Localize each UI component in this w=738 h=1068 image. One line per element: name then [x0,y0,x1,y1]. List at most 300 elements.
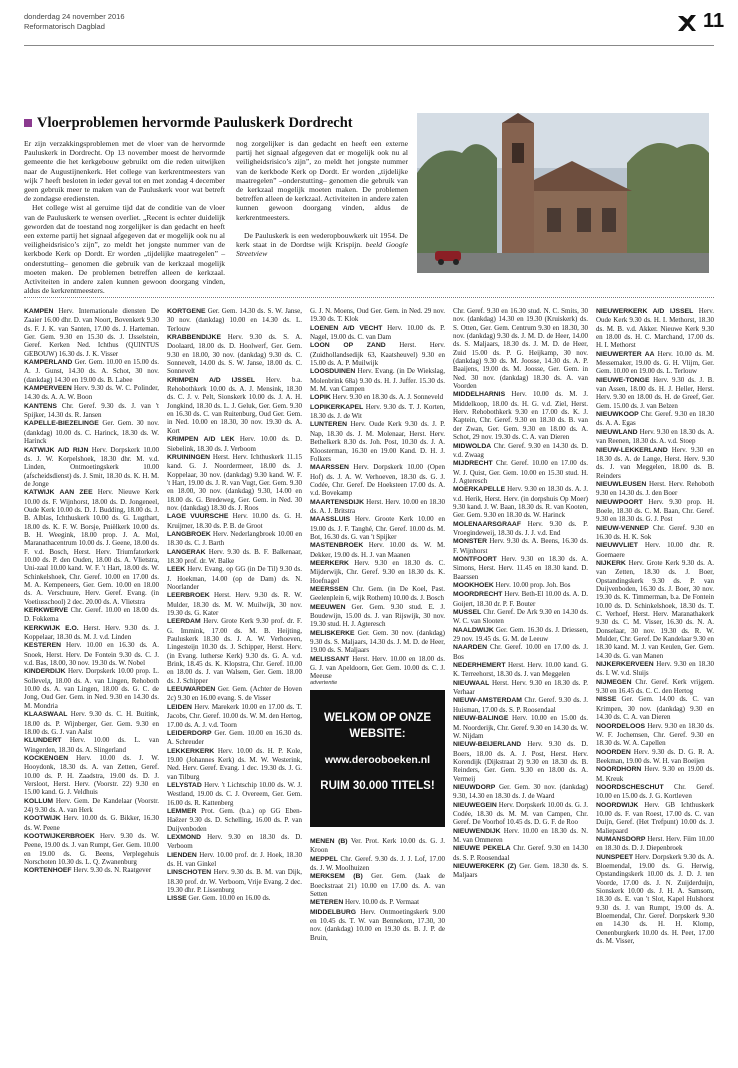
service-times: Herv. 9.30 ds. S. A. Doolaard, 18.00 ds. D. Hoolwerf, Ger. Gem. 9.30 en 18.00, 30 nov. (dankdag) 9.30 ds. C. Sonnevelt, 14.00 ds. S. W. Janse, 18.00 ds. C. Sonnevelt [167,333,303,376]
service-times: Herv. 9.30 en 18.30 ds. I. W. v.d. Sluijs [596,660,714,678]
church-entry [24,667,159,710]
church-entry [167,565,302,591]
place-name: NOORDSCHESCHUT [596,783,664,791]
service-times: Chr. Geref. 10.00 en 17.00 ds. W. J. Quist, Ger. Gem. 10.00 en 15.30 stud. H. J. Agteresch [453,459,588,485]
church-entry [310,855,445,873]
service-times: Ger. Gem. (Achter de Hoven 2c) 9.30 en 16.00 evang. S. de Visser [167,685,303,703]
church-entry [453,459,588,485]
service-times: Chr. Geref. 9.30 en 14.30 ds. D. v.d. Zwaag [453,441,588,459]
church-entry [24,358,159,384]
place-name: MEEUWEN [310,603,346,611]
article-paragraph: Er zijn verzakkingsproblemen met de vloer van de hervormde Pauluskerk in Dordrecht. Op 13 november moest de hervormde gemeente die het kerkgebouw gebruikt om die reden uitwijken naar de Augustijnenkerk. Het college van kerkrentmeesters van wijk 7 heeft besloten in ieder geval tot en met zondag 4 december geen gebruik meer te maken van de Pauluskerk voor wat betreft de zondagse erediensten. [24,139,225,204]
church-entry [453,520,588,538]
place-name: MAARTENSDIJK [310,498,365,506]
place-name: NOORDWIJK [596,801,639,809]
service-times: Herv. 9.30 ds. D. G. R. A. Beekman, 19.00 ds. W. H. van Boeijen [596,747,714,765]
place-name: MIJDRECHT [453,460,493,468]
article-paragraph: Het college wist al geruime tijd dat de conditie van de vloer van de Pauluskerk te wensen overliet. „Recent is echter duidelijk geworden dat de toestand nog zorgelijker is dan gedacht en heeft een externe partij het signaal afgegeven dat er mogelijk ook nu al veiligheidsrisico’s zijn”, zo meldt het jongste nummer van de kerkbode Kerk op Dordt. Er worden „tijdelijke maatregelen” –onderstutting– genomen die gebruik van de kerkzaal mogelijk moeten maken. De problemen betreffen alleen de kerkzaal. Activiteiten in andere zalen kunnen gewoon doorgang vinden, aldus de kerkrentmeesters. [24,203,225,296]
church-entry [596,498,714,524]
place-name: KERKWERVE [24,607,69,615]
place-name: MERKSEM (B) [310,873,363,881]
church-entry [310,655,445,681]
service-times: G. J. N. Moens, Oud Ger. Gem. in Ned. 29 nov. 19.30 ds. T. Klok [310,307,445,324]
church-entry [310,559,445,585]
church-entry [24,797,159,815]
church-entry [453,862,588,880]
place-name: NIJKERKERVEEN [596,661,654,669]
service-times: Herst. Herv. 9.30 ds. J. Koppelaar, 18.30 ds. M. J. v.d. Linden [24,623,159,642]
service-times: Herv. 10.00 ds. M. J. Middelkoop, 18.00 ds. H. G. v.d. Ziel, Herst. Herv. Rehobothkerk 9.30 en 17.00 ds. K. J. Kaptein, Chr. Geref. 9.30 en 18.30 ds. B. van der Zwan, Ger. Gem. 9.30 en 18.00 ds. A. Schot, 29 nov. 19.30 ds. C. A. van Dieren [453,390,589,442]
service-times: Herv. 9.30 en 18.30 ds. A. Simons, Herst. Herv. 11.45 en 18.30 kand. D. Baarssen [453,554,588,581]
article-column-left [24,139,225,296]
listing-continuation [310,837,445,942]
church-entry [24,307,159,358]
service-times: Herv. 10.00 ds. P. Nagel, 19.00 ds. C. van Dam [310,323,445,342]
place-name: MAASSLUIS [310,516,351,524]
church-entry [167,729,302,747]
place-name: MIDDELHARNIS [453,391,506,399]
church-entry [310,585,445,603]
place-name: LISSE [167,895,187,903]
service-times: Ger. Gem. 10.00 en 16.00 ds. [188,894,271,903]
service-times: Chr. Geref. 9.30 en 16.30 ds. H. K. Sok [596,523,714,541]
service-times: Herv. Gem. De Kandelaar (Voorstr. 24) 9.30 ds. A. van Herk [24,796,160,814]
service-times: Herv. 9.30 ds. D. Boers, 18.00 ds. A. J. Post, Herst. Herv. Korendijk (Dijkstraat 2) 9.30 en 18.30 ds. B. Reinders, Ger. Gem. 9.30 en 18.00 ds. A. Vermeij [453,740,589,783]
newspaper-name: Reformatorisch Dagblad [24,22,105,31]
service-times: Herv. 10.00 en 15.00 ds. M. Noorderijk, Chr. Geref. 9.30 en 14.30 ds. W. W. Nijdam [453,714,589,740]
service-times: Herv. 10.00 dhr. R. Goemaere [596,541,714,559]
church-entry [24,754,159,797]
service-times: Ger. Gem. 30 nov. (dankdag) 10.00 ds. C. Harinck, 18.30 ds. W. Harinck [24,419,160,446]
church-entry [453,590,588,608]
place-name: KRABBENDIJKE [167,334,222,342]
service-times: Herv. 10.00 prof. dr. J. Hoek, 18.30 ds. H. van Ginkel [167,850,302,868]
church-entry [596,853,714,946]
church-entry [310,393,445,402]
service-times: Chr. Geref. 9.30 ds. J. Huisman, 17.00 ds. S. P. Roosendaal [453,696,588,714]
church-entry [310,837,445,855]
service-times: Ger. Gem. 14.00 ds. C. van Krimpen, 30 nov. (dankdag) 9.30 en 14.30 ds. C. A. van Dieren [596,695,715,722]
church-entry [167,307,302,333]
place-name: LOENEN A/D VECHT [310,324,383,332]
place-name: KRUININGEN [167,453,211,461]
church-entry [24,624,159,642]
place-name: KRIMPEN A/D IJSSEL [167,376,256,384]
church-entry [596,660,714,678]
place-name: KAMPERVEEN [24,385,72,393]
service-times: Herv. Nieuwe Kerk 10.00 ds. F. Wijnhorst, 18.00 ds. D. Jongeneel, Oude Kerk 10.00 ds. D. J. Budding, 18.00 ds. J. B. Alblas, Ichthuskerk 10.00 ds. G. Lugthart, 18.00 ds. K. F. W. Borsje, Pniëlkerk 10.00 ds. B. H. Weegink, 18.00 prop. J. A. Mol, Maranathacentrum 10.00 ds. J. Geene, 18.00 ds. F. v.d. Bosch, Herst. Herv. Triumfatorkerk 10.00 ds. P. den Ouden, 18.00 ds. A. Vlietstra, Uni-zaal 10.00 kand. W. F. 't Hart, 18.00 ds. W. Schinkelshoek, Chr. Geref. 10.00 en 17.00 ds. M. A. Kempeneers, Ger. Gem. 10.00 en 18.00 ds. A. Verschuure, Herv. Geref. Evang. (in Voetiusschool) 2 dec. 20.00 ds. A. Vlietstra [24,488,159,606]
place-name: NIEUWENDIJK [453,827,501,835]
service-times: Herv. Grote Kerk 9.30 ds. A. van Zetten, 18.30 ds. J. Boer, Opstandingskerk 9.30 ds. P. van Duijvenboden, 16.30 ds. J. Boer, 30 nov. 19.30 ds. K. Timmerman, b.a. De Fontein 10.00 ds. D. Schinkelshoek, 18.30 ds. T. C. Verhoef, Herst. Herv. Maranathakerk 9.30 ds. C. M. Visser, 16.30 ds. N. A. Donselaar, 30 nov. 19.30 ds. R. W. Mulder, Chr. Geref. De Kandelaar 9.30 en 18.30 kand. M. J. van Keulen, Ger. Gem. 14.30 ds. G. van Manen [596,558,714,660]
place-name: NAALDWIJK [453,626,494,634]
place-name: KESTEREN [24,642,62,650]
service-times: Herv. 9.30 en 18.30 ds. D. Verboom [167,832,302,851]
place-name: NIEUWE-TONGE [596,376,650,384]
service-times: Herv. 9.30 en 19.00 ds. M. Kreuk [596,765,715,783]
place-name: LAGE VUURSCHE [167,513,229,521]
place-name: MIDDELBURG [310,908,357,916]
service-times: Herv. 10.00 ds. G. Bikker, 16.30 ds. W. Peene [24,814,160,832]
service-times: Herv. 10.00 en 18.30 ds. N. M. van Ommeren [453,826,588,844]
service-times: Ger. Gem. 14.30 ds. S. W. Janse, 30 nov. (dankdag) 10.00 en 14.30 ds. L. Terlouw [167,307,302,333]
place-name: KLUNDERT [24,737,62,745]
church-entry [596,480,714,498]
church-entry [167,435,302,453]
place-name: NOORDEN [596,748,631,756]
church-entry [596,428,714,446]
service-times: Herv. 10.00 ds. P. Vermaat [344,898,420,907]
service-times: Herv. 9.30 ds. C. H. Buitink, 18.00 ds. P. Wijnberger, Ger. Gem. 9.30 en 18.00 ds. G. J. van Aalst [24,710,160,736]
place-name: LOON OP ZAND [310,342,386,350]
church-entry [167,807,302,833]
service-times: Herv. Evang. (in De Wiekslag, Molenbrink 68a) 9.30 ds. H. J. Juffer. 15.30 ds. M. M. van Campen [310,367,446,394]
church-entry [453,390,588,441]
place-name: NIEUW-BALINGE [453,715,509,723]
place-name: LANGBROEK [167,530,211,538]
church-entry [24,736,159,754]
church-entry [596,748,714,766]
place-name: LEERDAM [167,618,201,626]
place-name: MONTFOORT [453,555,497,563]
place-name: NEDERHEMERT [453,662,506,670]
church-listing-column-5 [596,307,714,945]
service-times: Herst. Herv. 9.30 ds. R. W. Mulder, 18.30 ds. M. W. Muilwijk, 30 nov. 19.30 ds. G. Kater [167,591,302,618]
service-times: Ger. Gem. (Jaak de Boeckstraat 21) 10.00 en 17.00 ds. A. van Setten [310,872,445,899]
place-name: KAMPERLAND [24,359,73,367]
church-entry [453,307,588,390]
service-times: Ger. Gem. 10.00 en 15.00 ds. A. J. Gunst, 14.30 ds. A. Schot, 30 nov. (dankdag) 14.30 en 19.00 ds. B. Labee [24,358,160,384]
service-times: Herv. 10.00 ds. W. M. Dekker, 19.00 ds. H. J. van Maanen [310,541,445,559]
place-name: LOOSDUINEN [310,368,356,376]
church-entry [453,626,588,644]
service-times: Herst. Herv. 10.00 en 18.00 ds. G. J. van Apeldoorn, Ger. Gem. 10.00 ds. C. J. Meeuse [310,654,445,681]
headline-marker-icon [24,119,32,127]
church-entry [453,643,588,661]
service-times: Herv. Internationale diensten De Zaaier 16.00 dhr. D. van Noort, Bovenkerk 9.30 ds. F. J. K. van Santen, 17.00 ds. J. Harteman. Ger. Gem. 9.30 en 15.30 ds. J. IJsselstein, Geref. Kerken Ned. Ichthus (QUINTUS GEBOUW) 16.30 ds. J. K. Visser [24,307,159,358]
church-entry [310,603,445,629]
church-entry [24,419,159,445]
place-name: MAARSSEN [310,464,349,472]
place-name: MOOKHOEK [453,582,494,589]
church-entry [310,498,445,516]
church-entry [596,765,714,783]
church-entry [167,685,302,703]
place-name: NOORDHORN [596,766,642,774]
place-name: KAMPEN [24,308,54,315]
service-times: Herv. Marekerk 10.00 en 17.00 ds. T. Jacobs, Chr. Geref. 10.00 ds. W. M. den Hertog, 17.00 ds. A. J. v.d. Toorn [167,702,303,729]
church-entry [596,350,714,376]
church-entry [453,827,588,845]
church-entry [24,606,159,624]
place-name: MEPPEL [310,855,338,863]
service-times: Chr. Geref. 9.30 ds. J. van 't Spijker, 14.30 ds. R. Jansen [24,401,160,420]
place-name: MASTENBROEK [310,542,364,550]
service-times: Prot. Gem. (b.a.) op GG Eben-Haëzer 9.30 ds. D. Schelling, 16.00 ds. P. van Duijvenboden [167,806,303,833]
place-name: NIEUWAAL [453,679,490,687]
place-name: KLAASWAAL [24,711,68,719]
service-times: Herv. 9.30 prop. H. Boele, 18.30 ds. C. M. Baan, Chr. Geref. 9.30 en 18.30 ds. G. J. Post [596,497,714,524]
service-times: Herv. 9.30 en 18.30 ds. A. J. Sonneveld [332,393,444,402]
service-times: Herv. 9.30 en 18.30 ds. A. van Reenen, 18.30 ds. A. v.d. Stoep [596,427,714,446]
service-times: Herv. Beth-El 10.00 ds. A. D. Goijert, 18.30 dr. P. F. Bouter [453,590,588,608]
church-entry [310,898,445,907]
service-times: Herv. 10.00 ds. M. Messemaker, 19.00 ds. G. H. Vlijm, Ger. Gem. 10.00 en 19.00 ds. L. Terlouw [596,349,714,376]
service-times: Herv. 9.30 ds. J. B. van Assen, 18.00 ds. H. J. Heller, Herst. Herv. 9.30 en 18.00 ds. H. de Greef, Ger. Gem. 15.00 ds. J. van Belzen [596,375,715,410]
place-name: NIEUW-BEIJERLAND [453,741,522,749]
church-entry [310,463,445,497]
church-entry [167,512,302,530]
advertisement-label: advertentie [310,680,338,686]
ad-line: RUIM 30.000 TITELS! [320,780,435,792]
church-entry [596,376,714,410]
service-times: Herv. 9.30 en 18.30 ds. A. de Lange, Herst. Herv. 9.30 ds. J. van Meggelen, 18.00 ds. B. Reinders [596,445,714,480]
place-name: NUMANSDORP [596,835,646,843]
page-header [24,12,125,32]
page-number: 11 [703,10,725,32]
service-times: Herv. 9.30 en 18.30 ds. C. Mijderwijk, Chr. Geref. 9.30 en 18.30 ds. K. Hoefnagel [310,558,446,585]
church-entry [24,641,159,667]
place-name: NOORDELOOS [596,722,646,730]
place-name: KANTENS [24,402,57,410]
church-entry [596,524,714,542]
place-name: KINDERDIJK [24,668,66,676]
church-entry [24,814,159,832]
newspaper-logo-icon [675,12,697,34]
church-entry [24,402,159,420]
service-times: Herv. GB Ichthuskerk 10.00 ds. F. van Roest, 17.00 ds. C. van Duijn, Geref. (Het Trefpunt) 10.00 ds. J. Maliepaard [596,800,715,835]
place-name: KOLLUM [24,797,54,805]
section-divider [24,297,714,298]
service-times: Ger. Gem. 30 nov. (dankdag) 9.30 ds. S. Maljaars, 14.30 ds. J. M. D. de Heer, 19.00 ds. S. Maljaars [310,628,446,655]
church-entry [453,801,588,827]
church-entry [167,548,302,566]
church-entry [596,410,714,428]
church-entry [167,894,302,903]
place-name: NIEUWKOOP [596,411,639,419]
article-title: Vloerproblemen hervormde Pauluskerk Dordrecht [37,115,353,131]
service-times: Herv. Oude Kerk 9.30 ds. J. P. Nap, 18.30 ds. J. M. Molenaar, Herst. Herv. Bethelkerk 8.30 ds. Joh. Post, 10.30 ds. J. A. Kloosterman, 16.30 en 19.00 Kand. D. H. J. Folkers [310,420,446,463]
service-times: Chr. Geref. 9.30 en 14.30 ds. S. P. Roosendaal [453,844,588,862]
service-times: Herv. 10.00 en 16.30 ds. A. Snoek, Herst. Herv. De Fontein 9.30 ds. C. J. v.d. Bas, 18.00, 30 nov. 19.30 ds. W. Nobel [24,641,159,668]
place-name: NIEUWDORP [453,783,496,791]
service-times: Chr. Geref. 9.30 en 16.30 stud. N. C. Smits, 30 nov. (dankdag) 14.30 en 19.30 (Kruiskerk) ds. S. Otten, Ger. Gem. Centrum 9.30 en 18.30, 30 nov. (dankdag) 9.30 ds. J. M. D. de Heer, 14.00 ds. S. Maljaars, 18.30 ds. J. M. D. de Heer, Zuid 15.00 ds. P. G. Heijkamp, 30 nov. (dankdag) 9.30 ds. M. Joosse, 14.30 ds. A. P. Baaijens, 19.00 ds. M. Joosse, Ger. Gem. in Ned. 30 nov. (dankdag) 18.30 ds. A. van Voorden [453,307,588,391]
church-entry [310,367,445,393]
service-times: Herv. 10.00 ds. D. Siebelink, 18.30 ds. J. Verboom [167,435,302,453]
place-name: LUNTEREN [310,421,348,429]
service-times: Herv. Dorpskerk 10.00 ds. J. W. Korpelshoek, 18.30 dhr. M. v.d. Linden, Ontmoetingskerk 10.00 (afscheidsdienst) ds. J. Smit, 18.30 ds. K. H. M. de Jonge [24,445,160,488]
service-times: Herv. 9.30 ds. A. Beens, 16.30 ds. F. Wijnhorst [453,537,589,555]
service-times: Chr. Geref. 10.00 en 17.00 ds. J. Bos [453,643,588,661]
church-entry [167,851,302,869]
church-entry [596,722,714,748]
place-name: MELISSANT [310,655,350,663]
ad-line: WEBSITE: [349,728,406,740]
place-name: KORTGENE [167,308,206,315]
place-name: MEERKERK [310,559,349,567]
place-name: NIEUWLEUSEN [596,480,647,488]
service-times: Herst. Herv. Fiim 10.00 en 18.30 ds. D. J. Diepenbroek [596,834,714,853]
church-entry [596,835,714,853]
church-entry [310,541,445,559]
place-name: NIJMEGEN [596,678,632,686]
service-times: Herst. Herv. Rehoboth 9.30 en 14.30 ds. J. den Boer [596,479,714,498]
church-entry [310,908,445,942]
place-name: MOLENAARSGRAAF [453,520,521,528]
place-name: NIEUWE PEKELA [453,845,511,853]
place-name: KERKWIJK E.O. [24,624,79,632]
ad-line: WELKOM OP ONZE [323,712,432,724]
service-times: Herv. Groote Kerk 10.00 en 19.00 ds. J. F. Tanghé, Chr. Geref. 10.00 ds. M. Bot, 16.30 ds. G. van 't Spijker [310,515,446,541]
service-times: Herv. Grote Kerk 9.30 prof. dr. F. G. Immink, 17.00 ds. M. B. Heijting, Pauluskerk 18.30 ds. J. A. W. Verhoeven, Lingesteijn 10.30 ds. J. Schipper, Herst. Herv. (in Evang. lutherse Kerk) 9.30 ds. G. A. v.d. Brink, 18.45 ds. K. Klopstra, Chr. Geref. 10.00 en 18.00 ds. J. van Walsem, Ger. Gem. 18.00 ds. J. Schipper [167,617,302,685]
place-name: NIEUWPOORT [596,498,643,506]
service-times: Herv. 10.00 ds. J. W. Hooydonk, 18.30 ds. A. van Zetten, Geref. 10.00 ds. P. H. Zaadstra, 19.00 ds. D. J. Versloot, Herst. Herv. (Voorstr. 22) 9.30 en 15.00 kand. G. J. Veldhuis [24,753,160,797]
place-name: MOERKAPELLE [453,486,506,494]
service-times: Herv. 9.30 en 18.30 ds. A. J. v.d. Herik, Herst. Herv. (in dorpshuis Op Moer) 9.30 kand. J. W. Baan, 18.30 ds. R. van Kooten, Ger. Gem. 9.30 en 18.30 ds. W. Harinck [453,485,588,520]
place-name: MOORDRECHT [453,591,503,599]
service-times: Herv. 9.30 ds. P. Vroegindeweij, 18.30 ds. J. J. v.d. End [453,519,589,537]
church-entry [310,515,445,541]
church-listing-column-4 [453,307,588,880]
church-entry [24,384,159,402]
church-entry [167,333,302,376]
place-name: LOPIKERKAPEL [310,403,364,411]
place-name: MENEN (B) [310,838,348,845]
church-entry [167,703,302,729]
service-times: Ver. Prot. Kerk 10.00 ds. G. J. Kroon [310,837,445,855]
service-times: Herv. b.a. Rehobothkerk 10.00 ds. A. J. Mensink, 18.30 ds. C. J. v. Pelt, Sionskerk 10.00 ds. J. A. H. Jongkind, 18.30 ds. L. J. Geluk, Ger. Gem. 9.30 en 16.30 ds. C. van Ruitenburg, Oud Ger. Gem. in Ned. 10.00 en 18.30, 30 nov. 19.30 ds. A. Kort [167,375,302,435]
church-entry [310,872,445,898]
church-entry [167,747,302,781]
church-entry [453,442,588,460]
service-times: Herv. 9.30 ds. B. M. van Dijk, 18.30 prof. dr. W. Verboom, Vrije Evang. 2 dec. 19.30 dhr. P. Lissenburg [167,868,302,895]
service-times: Herv. 10.00 ds. G. H. Kruijmer, 18.30 ds. P. B. de Groot [167,512,303,530]
service-times: Herv. 9.30 en 18.30 ds. W. F. Jochemsen, Chr. Geref. 9.30 en 18.30 ds. W. A. Capellen [596,721,715,748]
church-entry [596,695,714,721]
service-times: Chr. Geref. 9.30 en 18.30 ds. A. A. Egas [596,410,714,428]
church-listing-column-1 [24,307,159,876]
church-entry [167,376,302,435]
place-name: NAARDEN [453,644,487,652]
church-entry [453,608,588,626]
place-name: NIEUWEGEIN [453,801,497,809]
church-entry [453,679,588,697]
advertisement[interactable] [310,690,445,827]
church-entry [596,307,714,350]
service-times: Herv. 't Lichtschip 10.00 ds. W. J. Westland, 19.00 ds. C. J. Overeem, Ger. Gem. 16.00 ds. R. Kattenberg [167,780,302,807]
service-times: Herst. Herv. 9.30 en 18.30 ds. P. Verhaar [453,678,588,697]
service-times: Herv. 10.00 ds. H. P. Kole, 19.00 (Johannes Kerk) ds. M. W. Westerink, Ned. Herv. Geref. Evang. 1 dec. 19.30 ds. J. G. van Tilburg [167,746,302,781]
place-name: LEMMER [167,807,197,815]
article-headline [24,115,353,132]
service-times: Herv. Dorpskerk 10.00 prop. L. Sollevelд, 18.00 ds. A. van Lingen, Rehoboth 10.00 ds. A. van Lingen, 18.00 ds. G. C. de Jong, Oud Ger. Gem. in Ned. 9.30 en 14.30 ds. M. Mondria [24,667,159,710]
church-photo [417,113,709,273]
service-times: Herv. Dorpskerk 10.00 (Open Hof) ds. J. A. W. Verhoeven, 18.30 ds. G. J. Codée, Chr. Geref. De Hoeksteen 17.00 ds. A. v.d. Bovekamp [310,463,445,498]
church-entry [596,541,714,559]
church-entry [310,341,445,367]
place-name: MUSSEL [453,609,482,617]
service-times: Herv. Nederlangbroek 10.00 en 18.30 ds. C. J. Barth [167,529,302,548]
article-paragraph [236,231,408,259]
article-text: De Pauluskerk is een wederopbouwkerk uit 1954. De kerk staat in de Dordtse wijk Krispijn. [236,231,408,250]
church-entry [167,833,302,851]
church-entry [453,783,588,801]
place-name: LEXMOND [167,833,201,841]
service-times: Herv. 9.30 ds. N. Raatgever [73,866,152,875]
service-times: Herv. Oude Kerk 9.30 ds. H. I. Methorst, 18.30 ds. M. B. v.d. Akker. Nieuwe Kerk 9.30 en 18.00 ds. H. C. Marchand, 17.00 ds. H. I. Methorst [596,307,715,350]
ad-website-link[interactable]: www.derooboeken.nl [324,754,431,766]
place-name: NISSE [596,696,617,704]
church-entry [596,801,714,835]
church-entry [453,661,588,679]
service-times: Herv. Dorpskerk 9.30 ds. A. Bloemendal, 19.00 ds. G. Herwig, Opstandingskerk 10.00 ds. J. D. J. ten Voorde, 17.00 ds. J. N. Zuijderduijn, Sionskerk 10.00 ds. J. H. A. Samsom, 18.30 ds. E. van 't Slot, Kapel Hulshorst 9.30 ds. J. van Rumpt, 19.00 ds. A. Bloemendal, Chr. Geref. Dorpskerk 9.30 en 14.30 ds. H. H. Klomp, Oenenburgkerk 10.00 ds. H. Peet, 17.00 ds. M. Visser, [596,852,715,946]
church-entry [596,559,714,660]
service-times: Herst. Herv. Ichthuskerk 11.15 kand. G. J. Noordermeer, 18.00 ds. J. Koppelaar, 30 nov. (dankdag) 9.30 kand. W. F. 't Hart, 19.00 ds. J. R. van Vugt, Ger. Gem. 9.30 en 18.00, 30 nov. (dankdag) 9.30, 14.00 en 18.00 ds. G. Bredeweg, Ger. Gem. in Ned. 30 nov. (dankdag) 18.30 ds. J. Roos [167,452,302,512]
place-name: LELYSTAD [167,781,202,789]
service-times: Herv. 9.30 ds. B. F. Balkenaar, 18.30 prof. dr. W. Balke [167,547,303,565]
church-entry [167,530,302,548]
place-name: NIEUWERKERK A/D IJSSEL [596,308,694,315]
service-times: Herst. Herv. 10.00 en 18.30 ds. A. J. Britstra [310,497,446,515]
article-column-right [236,139,408,259]
place-name: NIEUW-AMSTERDAM [453,697,522,705]
service-times: Herv. 9.30 ds. W. C. Polinder, 14.30 ds. A. A. W. Boon [24,384,159,402]
place-name: NIEUW-VENNEP [596,524,649,532]
service-times: Ger. Gem. 10.00 en 16.30 ds. A. Schreuder [167,728,303,747]
place-name: NIEUWVLIET [596,542,638,550]
place-name: LEEUWARDEN [167,686,216,694]
church-entry [310,629,445,655]
church-entry [310,403,445,421]
place-name: MELISKERKE [310,629,355,637]
place-name: KRIMPEN A/D LEK [167,436,235,444]
place-name: NIEUWERKERK (Z) [453,863,517,870]
service-times: Chr. Geref. 10.00 en 18.00 ds. D. Fokkema [24,606,159,624]
service-times: Ger. Gem. 30 nov. (dankdag) 9.30, 14.30 en 18.30 ds. J. de Waard [453,782,589,801]
place-name: NUNSPEET [596,853,634,861]
place-name: LEERBROEK [167,592,210,600]
church-entry [453,537,588,555]
church-entry [453,555,588,581]
place-name: LOPIK [310,394,331,402]
article-paragraph-continued: nog zorgelijker is dan gedacht en heeft een externe partij het signaal afgegeven dat er mogelijk ook nu al veiligheidsrisico’s zijn”, zo meldt het jongste nummer van de kerkbode Kerk op Dordt. Er worden „tijdelijke maatregelen” –onderstutting– genomen die gebruik van de kerkzaal mogelijk moeten maken. De problemen betreffen alleen de kerkzaal. Activiteiten in andere zalen kunnen gewoon doorgang vinden, aldus de kerkrentmeesters. [236,139,408,222]
service-times: Herst. Herv. (Zuidhollandsedijk 63, Kaatsheuvel) 9.30 en 15.00 ds. A. P. Muilwijk [310,341,445,368]
place-name: LEKKERKERK [167,747,215,755]
service-times: Herv. Evang. op GG (in De Til) 9.30 ds. J. Hoekman, 14.00 (op de Dam) ds. N. Noorlander [167,565,302,591]
church-entry [596,446,714,480]
place-name: KOOTWIJKERBROEK [24,832,95,840]
church-entry [24,710,159,736]
church-entry [596,783,714,801]
church-entry [167,617,302,685]
place-name: LEIDEN [167,703,192,711]
place-name: NIJKERK [596,559,626,567]
place-name: LEEK [167,566,186,574]
service-times: Chr. Geref. De Ark 9.30 en 14.30 ds. W. C. van Slooten [453,608,588,626]
service-times: Chr. Geref. Kerk vrijgem. 9.30 en 16.45 ds. C. C. den Hertog [596,677,715,696]
header-divider [24,45,714,46]
service-times: Ger. Gem. 9.30 stud. E. J. Boudewijn, 15.00 ds. J. van Rijswijk, 30 nov. 19.30 stud. H. J. Agteresch [310,602,446,629]
service-times: Chr. Geref. 9.30 ds. J. J. Lof, 17.00 ds. J. W. Moolhuizen [310,854,445,873]
place-name: KORTENHOEF [24,867,72,875]
issue-date: donderdag 24 november 2016 [24,12,125,21]
church-entry [310,324,445,342]
church-entry [310,420,445,463]
church-entry [453,714,588,740]
church-listing-column-2 [167,307,302,904]
church-entry [24,866,159,875]
service-times: Herv. 9.30 ds. T. J. Korten, 18.30 ds. J. de Wit [310,402,445,421]
place-name: MEERSSEN [310,586,349,593]
